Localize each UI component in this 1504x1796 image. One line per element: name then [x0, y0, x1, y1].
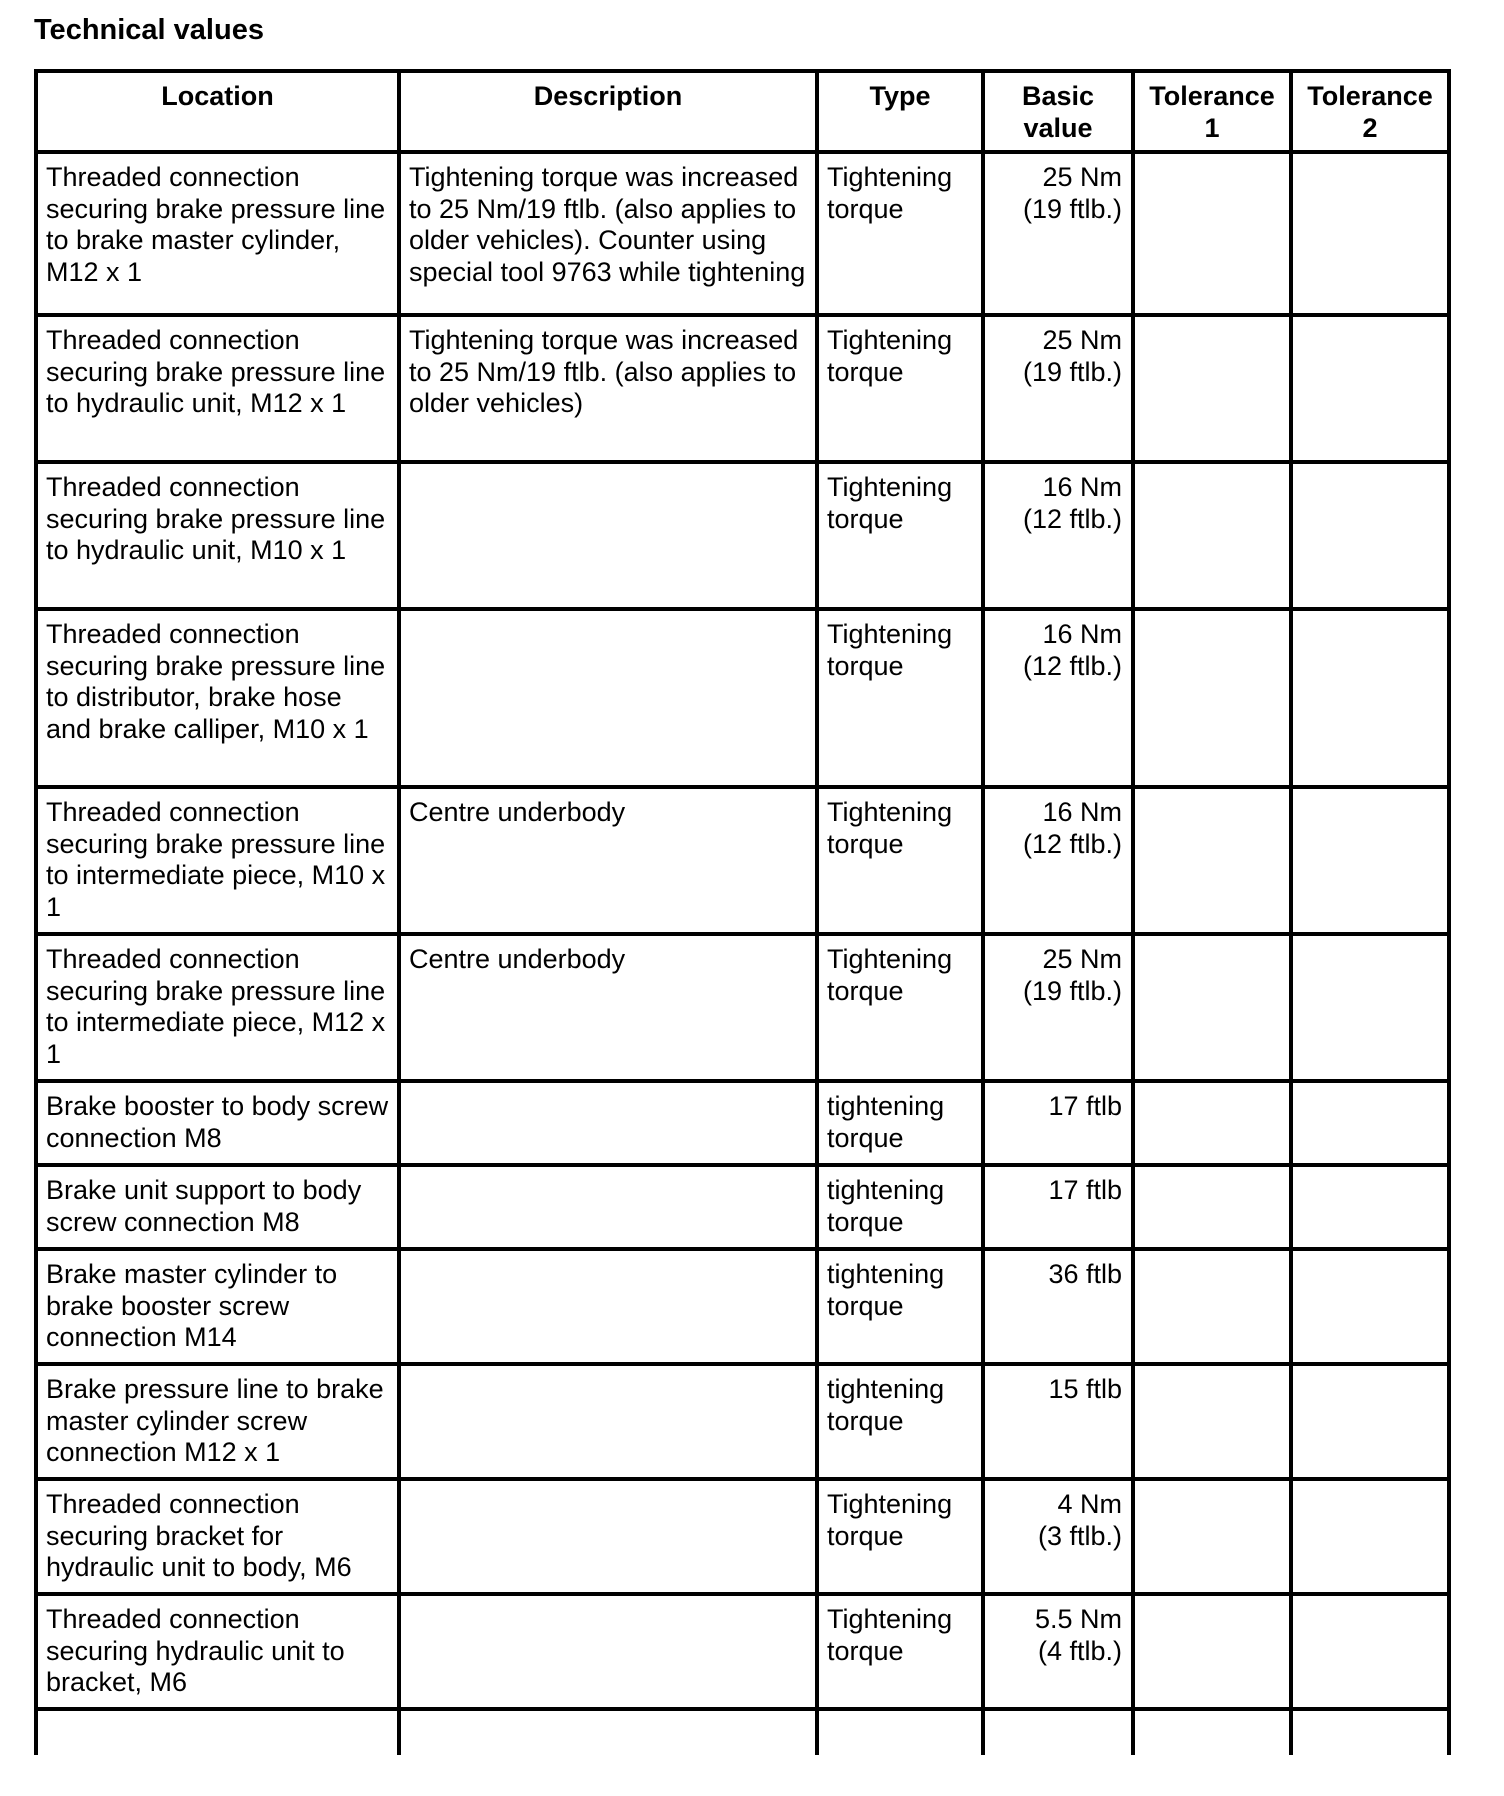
column-header-tolerance-2: Tolerance 2: [1291, 71, 1449, 152]
cell-description: Centre underbody: [399, 787, 817, 934]
cell-basic-value: [983, 1709, 1133, 1755]
cell-type: Tightening torque: [817, 1594, 983, 1709]
cell-description: Tightening torque was increased to 25 Nm/19 ftlb. (also applies to older vehicles). Counter using special tool 9763 while tightening: [399, 152, 817, 315]
cell-description: [399, 1709, 817, 1755]
table-row: [36, 1364, 1449, 1479]
cell-basic-value: 5.5 Nm (4 ftlb.): [983, 1594, 1133, 1709]
cell-basic-value: 36 ftlb: [983, 1249, 1133, 1364]
column-header-location: Location: [36, 71, 399, 152]
cell-description: [399, 1364, 817, 1479]
cell-tolerance-1: [1133, 1479, 1291, 1594]
cell-type: [817, 1709, 983, 1755]
cell-basic-value: 16 Nm (12 ftlb.): [983, 787, 1133, 934]
cell-tolerance-1: [1133, 462, 1291, 609]
cell-location: Brake booster to body screw connection M8: [36, 1081, 399, 1165]
cell-basic-value: 25 Nm (19 ftlb.): [983, 934, 1133, 1081]
technical-values-table: [34, 69, 1451, 1755]
table-row: [36, 315, 1449, 462]
cell-type: Tightening torque: [817, 609, 983, 787]
table-row: [36, 787, 1449, 934]
cell-description: Centre underbody: [399, 934, 817, 1081]
cell-tolerance-1: [1133, 934, 1291, 1081]
table-row: [36, 1479, 1449, 1594]
table-row: [36, 152, 1449, 315]
cell-description: [399, 462, 817, 609]
cell-tolerance-2: [1291, 152, 1449, 315]
cell-basic-value: 17 ftlb: [983, 1165, 1133, 1249]
cell-tolerance-2: [1291, 1709, 1449, 1755]
column-header-tolerance-1: Tolerance 1: [1133, 71, 1291, 152]
cell-tolerance-2: [1291, 934, 1449, 1081]
cell-tolerance-2: [1291, 1249, 1449, 1364]
cell-tolerance-1: [1133, 152, 1291, 315]
cell-description: [399, 1594, 817, 1709]
cell-tolerance-1: [1133, 1594, 1291, 1709]
cell-basic-value: 16 Nm (12 ftlb.): [983, 462, 1133, 609]
cell-type: Tightening torque: [817, 462, 983, 609]
cell-tolerance-2: [1291, 609, 1449, 787]
cell-tolerance-1: [1133, 1165, 1291, 1249]
table-row: [36, 1709, 1449, 1755]
cell-location: Brake unit support to body screw connection M8: [36, 1165, 399, 1249]
cell-basic-value: 15 ftlb: [983, 1364, 1133, 1479]
table-row: [36, 934, 1449, 1081]
cell-location: Brake master cylinder to brake booster screw connection M14: [36, 1249, 399, 1364]
cell-basic-value: 17 ftlb: [983, 1081, 1133, 1165]
table-row: [36, 462, 1449, 609]
cell-tolerance-2: [1291, 1479, 1449, 1594]
table-row: [36, 1081, 1449, 1165]
cell-description: Tightening torque was increased to 25 Nm/19 ftlb. (also applies to older vehicles): [399, 315, 817, 462]
cell-tolerance-2: [1291, 462, 1449, 609]
cell-type: Tightening torque: [817, 1479, 983, 1594]
cell-description: [399, 1165, 817, 1249]
table-row: [36, 1594, 1449, 1709]
cell-description: [399, 1479, 817, 1594]
cell-tolerance-2: [1291, 315, 1449, 462]
table-header-row: [36, 71, 1449, 152]
cell-location: Brake pressure line to brake master cylinder screw connection M12 x 1: [36, 1364, 399, 1479]
cell-location: Threaded connection securing brake pressure line to brake master cylinder, M12 x 1: [36, 152, 399, 315]
cell-location: Threaded connection securing brake pressure line to intermediate piece, M12 x 1: [36, 934, 399, 1081]
cell-location: Threaded connection securing brake pressure line to hydraulic unit, M10 x 1: [36, 462, 399, 609]
cell-location: Threaded connection securing brake pressure line to distributor, brake hose and brake calliper, M10 x 1: [36, 609, 399, 787]
cell-tolerance-1: [1133, 1249, 1291, 1364]
cell-location: Threaded connection securing bracket for hydraulic unit to body, M6: [36, 1479, 399, 1594]
cell-type: Tightening torque: [817, 934, 983, 1081]
cell-type: Tightening torque: [817, 152, 983, 315]
cell-basic-value: 16 Nm (12 ftlb.): [983, 609, 1133, 787]
page-title: Technical values: [34, 14, 264, 46]
cell-basic-value: 25 Nm (19 ftlb.): [983, 315, 1133, 462]
cell-description: [399, 1249, 817, 1364]
table-row: [36, 1165, 1449, 1249]
cell-tolerance-1: [1133, 1709, 1291, 1755]
table-row: [36, 1249, 1449, 1364]
column-header-basic-value: Basic value: [983, 71, 1133, 152]
cell-type: Tightening torque: [817, 787, 983, 934]
table-row: [36, 609, 1449, 787]
cell-tolerance-2: [1291, 1081, 1449, 1165]
cell-tolerance-2: [1291, 787, 1449, 934]
cell-tolerance-2: [1291, 1165, 1449, 1249]
cell-tolerance-1: [1133, 1081, 1291, 1165]
cell-location: Threaded connection securing brake pressure line to hydraulic unit, M12 x 1: [36, 315, 399, 462]
cell-location: Threaded connection securing hydraulic unit to bracket, M6: [36, 1594, 399, 1709]
cell-type: Tightening torque: [817, 315, 983, 462]
cell-type: tightening torque: [817, 1165, 983, 1249]
cell-type: tightening torque: [817, 1081, 983, 1165]
column-header-description: Description: [399, 71, 817, 152]
cell-basic-value: 25 Nm (19 ftlb.): [983, 152, 1133, 315]
cell-tolerance-1: [1133, 787, 1291, 934]
cell-location: Threaded connection securing brake pressure line to intermediate piece, M10 x 1: [36, 787, 399, 934]
cell-type: tightening torque: [817, 1364, 983, 1479]
cell-type: tightening torque: [817, 1249, 983, 1364]
cell-tolerance-1: [1133, 609, 1291, 787]
cell-description: [399, 609, 817, 787]
cell-tolerance-1: [1133, 1364, 1291, 1479]
cell-basic-value: 4 Nm (3 ftlb.): [983, 1479, 1133, 1594]
cell-location: [36, 1709, 399, 1755]
cell-tolerance-2: [1291, 1594, 1449, 1709]
cell-tolerance-1: [1133, 315, 1291, 462]
column-header-type: Type: [817, 71, 983, 152]
cell-tolerance-2: [1291, 1364, 1449, 1479]
cell-description: [399, 1081, 817, 1165]
